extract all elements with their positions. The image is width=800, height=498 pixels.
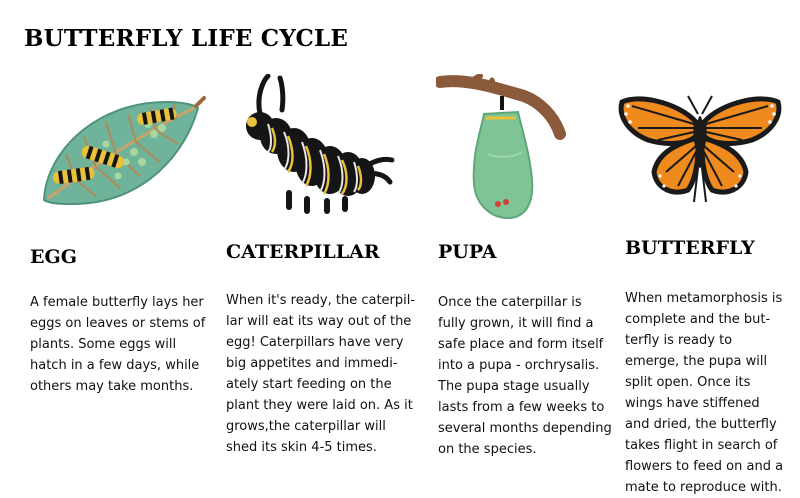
stage-heading-caterpillar: CATERPILLAR [226,241,380,263]
description-line: wings have stiffened [625,396,760,411]
description-line: on the species. [438,442,537,457]
description-line: The pupa stage usually [438,379,590,394]
stage-description-pupa [438,292,612,460]
leaf-with-caterpillars-icon [36,92,208,210]
description-line: lasts from a few weeks to [438,400,605,415]
stage-heading-pupa: PUPA [438,241,497,263]
description-line: mate to reproduce with. [625,480,782,495]
description-line: ately start feeding on the [226,377,392,392]
description-line: split open. Once its [625,375,751,390]
description-line: fully grown, it will find a [438,316,594,331]
description-line: emerge, the pupa will [625,354,768,369]
description-line: into a pupa - orchrysalis. [438,358,600,373]
description-line: flowers to feed on and a [625,459,784,474]
page-title: BUTTERFLY LIFE CYCLE [24,25,349,52]
stage-description-butterfly [625,288,783,498]
description-line: Once the caterpillar is [438,295,582,310]
stage-heading-butterfly: BUTTERFLY [625,237,755,259]
description-line: grows,the caterpillar will [226,419,386,434]
stage-description-caterpillar [226,290,415,458]
description-line: eggs on leaves or stems of [30,316,206,331]
description-line: safe place and form itself [438,337,604,352]
description-line: When it's ready, the caterpil- [226,293,416,308]
description-line: big appetites and immedi- [226,356,398,371]
description-line: hatch in a few days, while [30,358,200,373]
description-line: shed its skin 4-5 times. [226,440,377,455]
description-line: lar will eat its way out of the [226,314,412,329]
description-line: When metamorphosis is [625,291,783,306]
description-line: and dried, the butterfly [625,417,777,432]
description-line: terfly is ready to [625,333,733,348]
caterpillar-icon [238,74,398,218]
chrysalis-icon [436,74,566,224]
stage-heading-egg: EGG [30,246,77,268]
description-line: egg! Caterpillars have very [226,335,404,350]
description-line: A female butterfly lays her [30,295,204,310]
description-line: plants. Some eggs will [30,337,177,352]
description-line: others may take months. [30,379,194,394]
description-line: plant they were laid on. As it [226,398,413,413]
description-line: several months depending [438,421,612,436]
description-line: takes flight in search of [625,438,778,453]
monarch-butterfly-icon [618,92,782,204]
stage-description-egg [30,292,205,397]
description-line: complete and the but- [625,312,771,327]
